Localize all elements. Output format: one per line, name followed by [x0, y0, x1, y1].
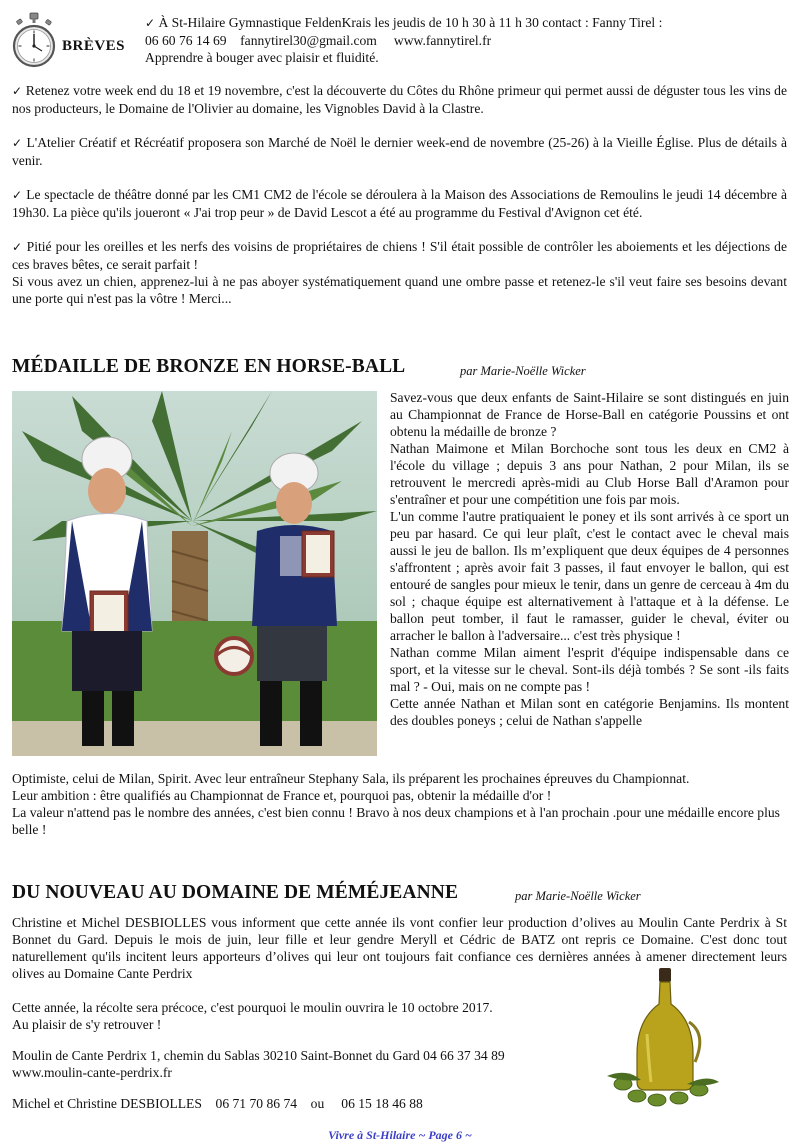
- breve-text: Apprendre à bouger avec plaisir et fluidité.: [145, 50, 379, 65]
- breve-text: À St-Hilaire Gymnastique FeldenKrais les jeudis de 10 h 30 à 11 h 30 contact : Fanny Tirel :: [158, 15, 663, 30]
- paragraph: Savez-vous que deux enfants de Saint-Hilaire se sont distingués en juin au Championnat de France de Horse-Ball en catégorie Poussins et ont obtenu la médaille de bronze ?: [390, 390, 789, 439]
- contact-name: Michel et Christine DESBIOLLES: [12, 1096, 202, 1111]
- article-title: MÉDAILLE DE BRONZE EN HORSE-BALL: [12, 356, 406, 377]
- article-byline: par Marie-Noëlle Wicker: [515, 889, 641, 903]
- breve-item: [12, 238, 787, 273]
- breve-text: Retenez votre week end du 18 et 19 novembre, c'est la découverte du Côtes du Rhône primeur qui permet aussi de déguster tous les vins de nos producteurs, le Domaine de l'Olivier au domaine, les Vignobles David à la Clastre.: [12, 83, 788, 116]
- phone-number: 06 15 18 46 88: [341, 1096, 423, 1111]
- breve-item: [12, 82, 787, 117]
- conjunction: ou: [310, 1096, 325, 1111]
- article-body-right: [390, 389, 789, 729]
- checkmark-icon: ✓: [145, 16, 156, 30]
- page-footer: Vivre à St-Hilaire ~ Page 6 ~: [328, 1128, 472, 1142]
- address: Moulin de Cante Perdrix 1, chemin du Sablas 30210 Saint-Bonnet du Gard 04 66 37 34 89: [12, 1048, 505, 1063]
- article-title: DU NOUVEAU AU DOMAINE DE MÉMÉJEANNE: [12, 882, 459, 903]
- horseball-kids-photo: [12, 391, 377, 756]
- breve-text: L'Atelier Créatif et Récréatif proposera son Marché de Noël le dernier week-end de novembre (25-26) à la Vieille Église. Plus de détails à venir.: [12, 135, 787, 168]
- article-byline: par Marie-Noëlle Wicker: [460, 364, 586, 378]
- article-body-lower: [12, 999, 602, 1112]
- paragraph: Cette année, la récolte sera précoce, c'est pourquoi le moulin ouvrira le 10 octobre 2017.: [12, 1000, 493, 1015]
- paragraph: L'un comme l'autre pratiquaient le poney et ils sont arrivés à ce sport un peu par hasard. Ce qui leur plaît, c'est le contact avec le cheval mais aussi le jeu de ballon. Ils m’expliquent que deux équipes de 4 personnes s'affrontent ; après avoir fait 3 passes, il faut envoyer le ballon, qui est entouré de sangles pour mieux le tenir, dans un genre de cerceau à 4m du sol ; chaque équipe est alternativement à l'attaque et à la défense. Le ballon peut tomber, il faut le ramasser, guider le cheval, éviter ou arracher le ballon à l'adversaire... c'est très physique !: [390, 509, 789, 643]
- checkmark-icon: ✓: [12, 240, 23, 254]
- email-address: fannytirel30@gmail.com: [240, 33, 377, 48]
- checkmark-icon: ✓: [12, 188, 23, 202]
- paragraph: Nathan comme Milan aiment l'esprit d'équipe indispensable dans ce sport, et la vitesse sur le cheval. Sont-ils déjà tombés ? Se sont -ils faits mal ? - Oui, mais on ne compte pas !: [390, 645, 789, 694]
- breve-text: Pitié pour les oreilles et les nerfs des voisins de propriétaires de chiens ! S'il était possible de contrôler les aboiements et les déjections de ces braves bêtes, ce serait parfait !: [12, 239, 787, 272]
- olive-oil-bottle-image: [607, 964, 719, 1110]
- article-body-full: [12, 770, 789, 838]
- breves-list: [12, 82, 787, 307]
- phone-number: 06 71 70 86 74: [215, 1096, 298, 1111]
- paragraph: Cette année Nathan et Milan sont en catégorie Benjamins. Ils montent des doubles poneys ; celui de Nathan s'appelle: [390, 696, 789, 728]
- checkmark-icon: ✓: [12, 84, 23, 98]
- phone-number: 06 60 76 14 69: [145, 33, 227, 48]
- breve-item: [12, 134, 787, 169]
- website-url: www.fannytirel.fr: [393, 33, 492, 48]
- paragraph: La valeur n'attend pas le nombre des années, c'est bien connu ! Bravo à nos deux champions et à l'an prochain .pour une médaille encore plus belle !: [12, 805, 780, 837]
- paragraph: Nathan Maimone et Milan Borchoche sont tous les deux en CM2 à l'école du village ; depuis 3 ans pour Nathan, 2 pour Milan, ils se retrouvent le mercredi après-midi au Club Horse Ball d'Aramon pour s'entraîner et pour une compétition une fois par mois.: [390, 441, 789, 507]
- breve-text: Si vous avez un chien, apprenez-lui à ne pas aboyer systématiquement quand une ombre passe et retenez-le s'il veut faire ses besoins devant une porte qui n'est pas la vôtre ! Merci...: [12, 274, 787, 306]
- breve-item: [12, 186, 787, 221]
- checkmark-icon: ✓: [12, 136, 23, 150]
- breve-item-gym: [145, 14, 790, 66]
- paragraph: Leur ambition : être qualifiés au Championnat de France et, pourquoi pas, obtenir la médaille d'or !: [12, 788, 552, 803]
- stopwatch-icon: [12, 12, 56, 72]
- paragraph: Optimiste, celui de Milan, Spirit. Avec leur entraîneur Stephany Sala, ils préparent les prochaines épreuves du Championnat.: [12, 771, 690, 786]
- paragraph: Christine et Michel DESBIOLLES vous informent que cette année ils vont confier leur production d’olives au Moulin Cante Perdrix à St Bonnet du Gard. Depuis le mois de juin, leur fille et leur gendre Meryll et Cédric de BATZ ont repris ce Domaine. C'est donc tout naturellement qu'ils incitent leurs apporteurs d’olives qui leur ont toujours fait confiance ces dernières années à amener directement leurs olives au Domaine Cante Perdrix: [12, 915, 787, 981]
- section-label: BRÈVES: [62, 38, 126, 54]
- website-url: www.moulin-cante-perdrix.fr: [12, 1065, 172, 1080]
- breve-text: Le spectacle de théâtre donné par les CM1 CM2 de l'école se déroulera à la Maison des Associations de Remoulins le jeudi 14 décembre à 19h30. La pièce qu'ils joueront « J'ai trop peur » de David Lescot a été au programme du Festival d'Avignon cet été.: [12, 187, 787, 220]
- paragraph: Au plaisir de s'y retrouver !: [12, 1017, 162, 1032]
